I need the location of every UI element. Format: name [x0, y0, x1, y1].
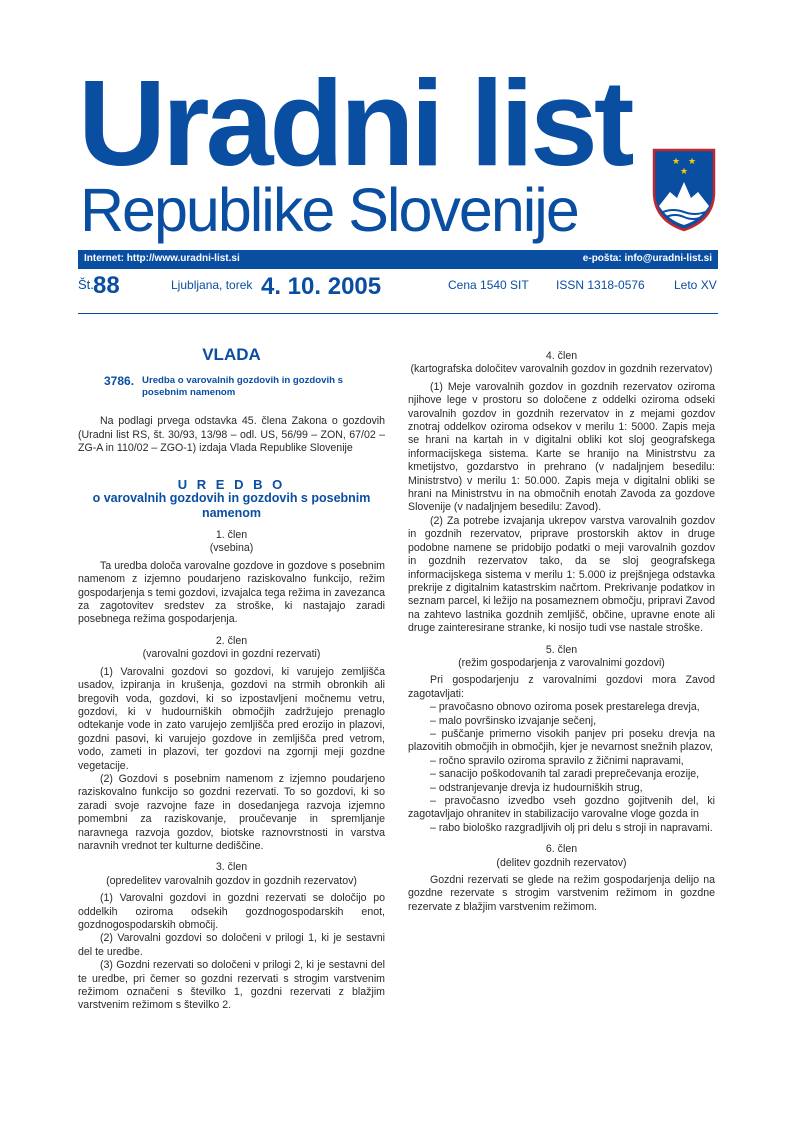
- article-subtitle: (delitev gozdnih rezervatov): [496, 856, 627, 869]
- article-title: 2. člen: [215, 634, 248, 647]
- svg-text:★: ★: [680, 167, 689, 177]
- contact-bar: [78, 250, 718, 269]
- article-subtitle: (vsebina): [209, 542, 254, 555]
- list-item: – pravočasno obnovo oziroma posek prestarelega drevja,: [430, 701, 700, 714]
- preamble: Na podlagi prvega odstavka 45. člena Zakona o gozdovih (Uradni list RS, št. 30/93, 13/98 – odl. US, 56/99 – ZON, 67/02 – ZG-A in 110/02 – ZGO-1) izdaja Vlada Republike Slovenije: [78, 415, 385, 455]
- list-item: – ročno spravilo oziroma spravilo z žičnimi napravami,: [430, 754, 684, 767]
- article-title: 4. člen: [545, 350, 578, 362]
- paragraph: Gozdni rezervati se glede na režim gospodarjenja delijo na gozdne rezervate s strogim varstvenim režimom in gozdne rezervate z blažjim varstvenim režimom.: [408, 874, 715, 913]
- paragraph: (1) Varovalni gozdovi so gozdovi, ki varujejo zemljišča usadov, izpiranja in krušenja, gozdovi na strmih obronkih ali bregovih voda, gozdovi, ki so izpostavljeni močnemu vetru, gozdovi, ki v hudourniških območjih zadržujejo prenaglo odtekanje vode in zato varujejo zemljišča pred erozijo in plazovi, gozdni pasovi, ki varujejo gozdove in zemljišča pred vetrom, vodo, zameti in plazovi, ter gozdovi na zgornji meji gozdne vegetacije.: [78, 665, 385, 772]
- decree-header: [104, 375, 385, 399]
- decree-subheading: o varovalnih gozdovih in gozdovih s posebnim namenom: [92, 491, 371, 521]
- article-title: 1. člen: [215, 529, 248, 542]
- issue-place-day: Ljubljana, torek: [171, 278, 253, 292]
- article-title: 6. člen: [545, 843, 578, 856]
- issue-number: 88: [93, 272, 120, 299]
- decree-title: Uredba o varovalnih gozdovih in gozdovih s posebnim namenom: [142, 375, 343, 399]
- article-subtitle: (kartografska določitev varovalnih gozdov in gozdnih rezervatov): [410, 363, 713, 376]
- issue-price: Cena 1540 SIT: [448, 278, 529, 292]
- email-link[interactable]: e-pošta: info@uradni-list.si: [582, 253, 712, 264]
- section-heading: VLADA: [202, 345, 261, 364]
- article-title: 3. člen: [215, 861, 248, 874]
- decree-heading: U R E D B O: [177, 476, 286, 492]
- svg-text:★: ★: [688, 157, 697, 167]
- article-subtitle: (režim gospodarjenja z varovalnimi gozdovi): [458, 656, 665, 669]
- list-item: – malo površinsko izvajanje sečenj,: [430, 714, 597, 727]
- article-subtitle: (opredelitev varovalnih gozdov in gozdnih rezervatov): [106, 874, 357, 887]
- issue-year: Leto XV: [674, 278, 717, 292]
- left-column: [78, 330, 385, 1013]
- issue-date: 4. 10. 2005: [261, 273, 382, 300]
- article-title: 5. člen: [545, 643, 578, 656]
- coat-of-arms-icon: [650, 148, 718, 232]
- paragraph: (1) Varovalni gozdovi in gozdni rezervati se določijo po oddelkih oziroma odsekih gozdnogospodarskih enot, gozdnogospodarskih območij.: [78, 892, 385, 931]
- issue-issn: ISSN 1318-0576: [556, 278, 645, 292]
- paragraph: (3) Gozdni rezervati so določeni v prilogi 2, ki je sestavni del te uredbe, pri čemer so gozdni rezervati s strogim varstvenim režimom označeni s številko 1, gozdni rezervati z blažjim varstvenim režimom s številko 2.: [78, 959, 385, 1012]
- list-item: – sanacijo poškodovanih tal zaradi preprečevanja erozije,: [430, 768, 700, 781]
- paragraph: (2) Gozdovi s posebnim namenom z izjemno poudarjeno raziskovalno funkcijo so gozdni rezervati. To so gozdovi, ki so zaradi svoje razvojne faze in dosedanjega razvoja izjemno pomembni za raziskovanje, proučevanje in spremljanje naravnega razvoja gozdov, biotske raznovrstnosti in varstva naravnih vrednot ter kulturne dediščine.: [78, 772, 385, 852]
- header-divider: [78, 313, 718, 314]
- paragraph: Pri gospodarjenju z varovalnimi gozdovi mora Zavod zagotavljati:: [408, 674, 715, 700]
- list-item: – pravočasno izvedbo vseh gozdno gojitvenih del, ki zagotavljajo ohranitev in stabilizacijo varovalne vloge gozda in: [408, 795, 715, 821]
- paragraph: (2) Varovalni gozdovi so določeni v prilogi 1, ki je sestavni del te uredbe.: [78, 932, 385, 958]
- article-subtitle: (varovalni gozdovi in gozdni rezervati): [142, 648, 321, 661]
- list-item: – odstranjevanje drevja iz hudourniških strug,: [430, 781, 643, 794]
- paragraph: (2) Za potrebe izvajanja ukrepov varstva varovalnih gozdov in gozdnih rezervatov, priprave prostorskih aktov in druge podobne namene se pridobijo podatki o meji varovalnih gozdov in gozdnih rezervatov tako, da se sloj geografskega informacijskega sistema v merilu 1: 5.000 iz prejšnjega odstavka prekrije z digitalnim katastrskim načrtom. Prekrivanje podatkov in seznam parcel, ki ležijo na posameznem območju, pripravi Zavod na zahtevo lastnika gozdnih zemljišč, občine, upravne enote ali druge zainteresirane stranke, ki nosijo tudi vse nastale stroške.: [408, 514, 715, 635]
- paragraph: (1) Meje varovalnih gozdov in gozdnih rezervatov oziroma njihove lege v prostoru so določene z oddelki oziroma odseki varovalnih gozdov in gozdnih rezervatov in z mejami gozdov znotraj oddelkov oziroma odsekov v merilu 1: 5000. Zapis meja se hrani na kartah in v digitalni obliki kot sloj geografskega informacijskega sistema. Karte se hranijo na Ministrstvu za kmetijstvo, gozdarstvo in prehrano (v nadaljnjem besedilu: Ministrstvo) v merilu 1: 50.000. Zapis meja v digitalni obliki se hrani na Ministrstvu in na območnih enotah Zavoda za gozdove Slovenije (v nadaljnjem besedilu: Zavod).: [408, 380, 715, 514]
- issue-label: Št.: [78, 277, 94, 292]
- masthead-title: Uradni list: [78, 55, 631, 191]
- masthead-subtitle: Republike Slovenije: [80, 176, 578, 244]
- list-item: – rabo biološko razgradljivih olj pri delu s stroji in napravami.: [430, 821, 713, 834]
- right-column: [408, 330, 715, 914]
- internet-link[interactable]: Internet: http://www.uradni-list.si: [84, 253, 240, 264]
- decree-number: 3786.: [104, 374, 135, 389]
- list-item: – puščanje primerno visokih panjev pri poseku drevja na plazovitih območjih in območjih, kjer je nevarnost snežnih plazov,: [408, 727, 715, 754]
- paragraph: Ta uredba določa varovalne gozdove in gozdove s posebnim namenom z izjemno poudarjeno raziskovalno funkcijo, režim gospodarjenja s temi gozdovi, izvajalca tega režima in zavezanca za zagotovitev sredstev za stroške, ki nastajajo zaradi posebnega režima gospodarjenja.: [78, 559, 385, 626]
- issue-info: [78, 272, 718, 306]
- svg-text:★: ★: [672, 157, 681, 167]
